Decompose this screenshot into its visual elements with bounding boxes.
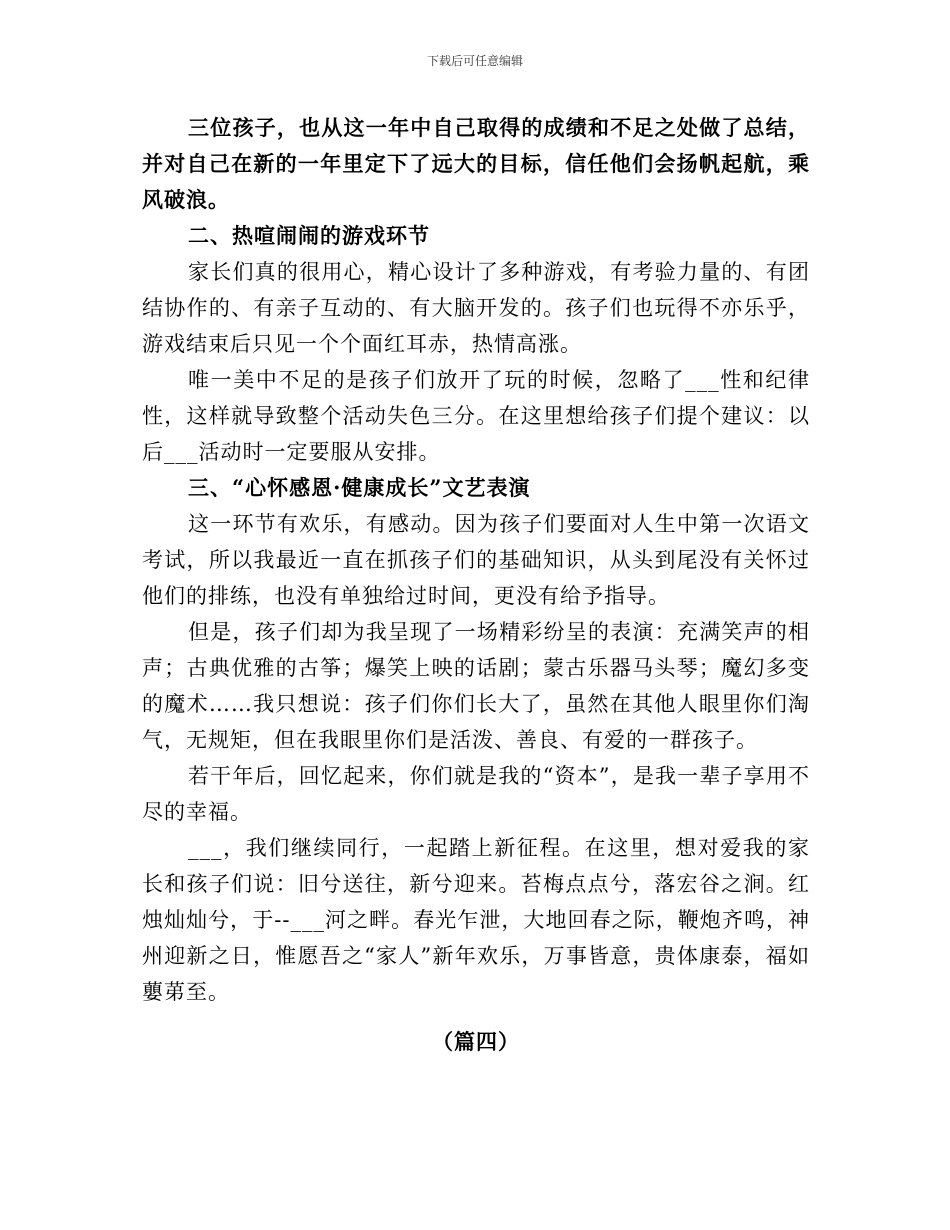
heading-games: 二、热喧闹闹的游戏环节 xyxy=(188,223,430,248)
document-body xyxy=(142,110,810,1081)
paragraph-games: 家长们真的很用心，精心设计了多种游戏，有考验力量的、有团结协作的、有亲子互动的、有大脑开发的。孩子们也玩得不亦乐乎，游戏结束后只见一个个面红耳赤，热情高涨。 xyxy=(142,260,810,356)
paragraph-summary: 三位孩子，也从这一年中自己取得的成绩和不足之处做了总结，并对自己在新的一年里定下了远大的目标，信任他们会扬帆起航，乘风破浪。 xyxy=(142,115,810,212)
paragraph-performance-detail: 但是，孩子们却为我呈现了一场精彩纷呈的表演：充满笑声的相声；古典优雅的古筝；爆笑上映的话剧；蒙古乐器马头琴；魔幻多变的魔术……我只想说：孩子们你们长大了，虽然在其他人眼里你们淘气，无规矩，但在我眼里你们是活泼、善良、有爱的一群孩子。 xyxy=(142,620,810,752)
heading-performance: 三、“心怀感恩·健康成长”文艺表演 xyxy=(188,475,531,500)
page-header: 下载后可任意编辑 xyxy=(426,54,523,68)
paragraph-new-year: ___，我们继续同行，一起踏上新征程。在这里，想对爱我的家长和孩子们说：旧兮送往，新兮迎来。苔梅点点兮，落宏谷之涧。红烛灿灿兮，于--___河之畔。春光乍泄，大地回春之际，鞭炮齐鸣，神州迎新之日，惟愿吾之“家人”新年欢乐，万事皆意，贵体康泰，福如蘡苐至。 xyxy=(142,836,810,1004)
paragraph-performance-intro: 这一环节有欢乐，有感动。因为孩子们要面对人生中第一次语文考试，所以我最近一直在抓孩子们的基础知识，从头到尾没有关怀过他们的排练，也没有单独给过时间，更没有给予指导。 xyxy=(142,512,810,608)
paragraph-suggestion: 唯一美中不足的是孩子们放开了玩的时候，忽略了___性和纪律性，这样就导致整个活动失色三分。在这里想给孩子们提个建议：以后___活动时一定要服从安排。 xyxy=(142,368,810,464)
paragraph-memory: 若干年后，回忆起来，你们就是我的“资本”，是我一辈子享用不尽的幸福。 xyxy=(142,764,810,824)
section-title: （篇四） xyxy=(432,1029,520,1054)
